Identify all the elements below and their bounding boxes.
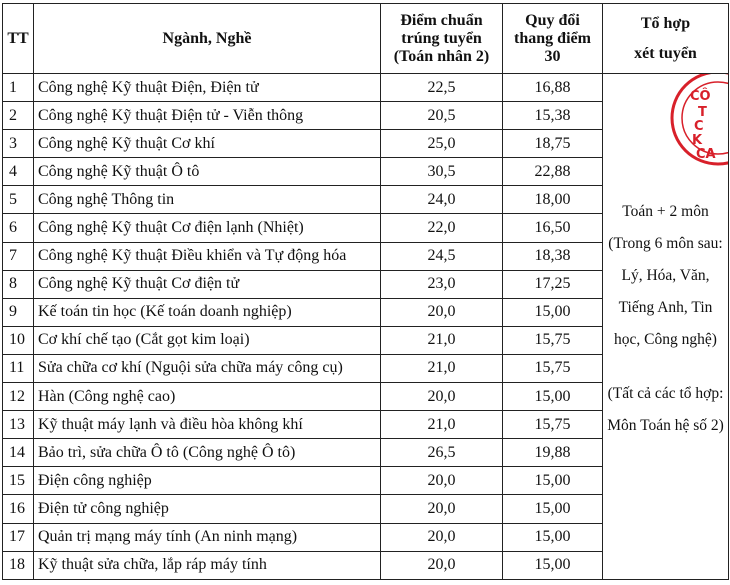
row-converted: 19,88 bbox=[503, 439, 603, 467]
combination-text-line: Môn Toán hệ số 2) bbox=[607, 417, 724, 434]
header-converted: Quy đổi thang điểm 30 bbox=[503, 4, 603, 74]
combination-text-line: (Tất cả các tổ hợp: bbox=[607, 385, 724, 402]
row-score: 22,5 bbox=[381, 74, 503, 102]
row-score: 21,0 bbox=[381, 411, 503, 439]
row-score: 24,0 bbox=[381, 186, 503, 214]
row-tt: 14 bbox=[3, 439, 34, 467]
red-seal-stamp bbox=[668, 74, 729, 169]
combination-text-line: (Trong 6 môn sau: bbox=[608, 235, 723, 252]
row-score: 20,0 bbox=[381, 551, 503, 579]
row-converted: 16,50 bbox=[503, 214, 603, 242]
row-tt: 4 bbox=[3, 158, 34, 186]
row-converted: 15,00 bbox=[503, 298, 603, 326]
row-name: Kỹ thuật máy lạnh và điều hòa không khí bbox=[34, 411, 381, 439]
row-converted: 15,00 bbox=[503, 495, 603, 523]
row-converted: 15,75 bbox=[503, 354, 603, 382]
row-name: Công nghệ Kỹ thuật Ô tô bbox=[34, 158, 381, 186]
row-converted: 15,00 bbox=[503, 383, 603, 411]
combination-text-line: học, Công nghệ) bbox=[614, 331, 717, 348]
table-row bbox=[3, 74, 729, 102]
row-score: 24,5 bbox=[381, 242, 503, 270]
row-tt: 9 bbox=[3, 298, 34, 326]
row-name: Công nghệ Kỹ thuật Điều khiển và Tự động hóa bbox=[34, 242, 381, 270]
row-converted: 15,75 bbox=[503, 411, 603, 439]
row-converted: 15,75 bbox=[503, 326, 603, 354]
admission-table bbox=[2, 3, 729, 580]
row-score: 20,0 bbox=[381, 523, 503, 551]
row-score: 22,0 bbox=[381, 214, 503, 242]
row-name: Công nghệ Kỹ thuật Cơ điện lạnh (Nhiệt) bbox=[34, 214, 381, 242]
row-tt: 1 bbox=[3, 74, 34, 102]
row-name: Công nghệ Thông tin bbox=[34, 186, 381, 214]
row-tt: 2 bbox=[3, 102, 34, 130]
row-converted: 17,25 bbox=[503, 270, 603, 298]
row-name: Hàn (Công nghệ cao) bbox=[34, 383, 381, 411]
row-score: 23,0 bbox=[381, 270, 503, 298]
row-score: 20,0 bbox=[381, 495, 503, 523]
row-converted: 18,38 bbox=[503, 242, 603, 270]
combination-cell bbox=[603, 74, 729, 580]
row-converted: 22,88 bbox=[503, 158, 603, 186]
row-converted: 18,00 bbox=[503, 186, 603, 214]
svg-text:K: K bbox=[692, 133, 703, 148]
row-score: 26,5 bbox=[381, 439, 503, 467]
row-tt: 5 bbox=[3, 186, 34, 214]
row-converted: 16,88 bbox=[503, 74, 603, 102]
row-score: 30,5 bbox=[381, 158, 503, 186]
row-tt: 11 bbox=[3, 354, 34, 382]
row-tt: 8 bbox=[3, 270, 34, 298]
row-score: 21,0 bbox=[381, 326, 503, 354]
combination-text-line: Toán + 2 môn bbox=[622, 203, 709, 220]
row-score: 20,0 bbox=[381, 298, 503, 326]
row-name: Công nghệ Kỹ thuật Điện, Điện tử bbox=[34, 74, 381, 102]
row-tt: 16 bbox=[3, 495, 34, 523]
row-converted: 15,38 bbox=[503, 102, 603, 130]
row-name: Cơ khí chế tạo (Cắt gọt kim loại) bbox=[34, 326, 381, 354]
row-name: Bảo trì, sửa chữa Ô tô (Công nghệ Ô tô) bbox=[34, 439, 381, 467]
svg-text:T: T bbox=[698, 105, 707, 120]
row-score: 20,0 bbox=[381, 383, 503, 411]
row-name: Điện công nghiệp bbox=[34, 467, 381, 495]
row-tt: 12 bbox=[3, 383, 34, 411]
row-name: Công nghệ Kỹ thuật Cơ điện tử bbox=[34, 270, 381, 298]
row-tt: 3 bbox=[3, 130, 34, 158]
row-name: Sửa chữa cơ khí (Nguội sửa chữa máy công cụ) bbox=[34, 354, 381, 382]
header-score: Điểm chuẩn trúng tuyển (Toán nhân 2) bbox=[381, 4, 503, 74]
header-row bbox=[3, 4, 729, 74]
row-name: Quản trị mạng máy tính (An ninh mạng) bbox=[34, 523, 381, 551]
row-converted: 18,75 bbox=[503, 130, 603, 158]
row-name: Điện tử công nghiệp bbox=[34, 495, 381, 523]
row-tt: 17 bbox=[3, 523, 34, 551]
row-converted: 15,00 bbox=[503, 467, 603, 495]
table-body bbox=[3, 74, 729, 580]
header-combination: Tổ hợp xét tuyển bbox=[603, 4, 729, 74]
row-converted: 15,00 bbox=[503, 523, 603, 551]
row-tt: 18 bbox=[3, 551, 34, 579]
row-name: Kế toán tin học (Kế toán doanh nghiệp) bbox=[34, 298, 381, 326]
combination-text-line: Tiếng Anh, Tin bbox=[618, 299, 713, 316]
row-name: Công nghệ Kỹ thuật Cơ khí bbox=[34, 130, 381, 158]
svg-text:CÔ: CÔ bbox=[690, 89, 711, 104]
svg-text:CA: CA bbox=[696, 147, 716, 162]
row-tt: 15 bbox=[3, 467, 34, 495]
row-name: Kỹ thuật sửa chữa, lắp ráp máy tính bbox=[34, 551, 381, 579]
row-tt: 13 bbox=[3, 411, 34, 439]
header-name: Ngành, Nghề bbox=[34, 4, 381, 74]
svg-text:C: C bbox=[694, 119, 704, 134]
header-tt: TT bbox=[3, 4, 34, 74]
row-tt: 10 bbox=[3, 326, 34, 354]
row-tt: 6 bbox=[3, 214, 34, 242]
row-score: 20,0 bbox=[381, 467, 503, 495]
row-converted: 15,00 bbox=[503, 551, 603, 579]
row-tt: 7 bbox=[3, 242, 34, 270]
row-score: 21,0 bbox=[381, 354, 503, 382]
row-score: 25,0 bbox=[381, 130, 503, 158]
row-score: 20,5 bbox=[381, 102, 503, 130]
combination-text-line: Lý, Hóa, Văn, bbox=[621, 267, 710, 284]
row-name: Công nghệ Kỹ thuật Điện tử - Viễn thông bbox=[34, 102, 381, 130]
